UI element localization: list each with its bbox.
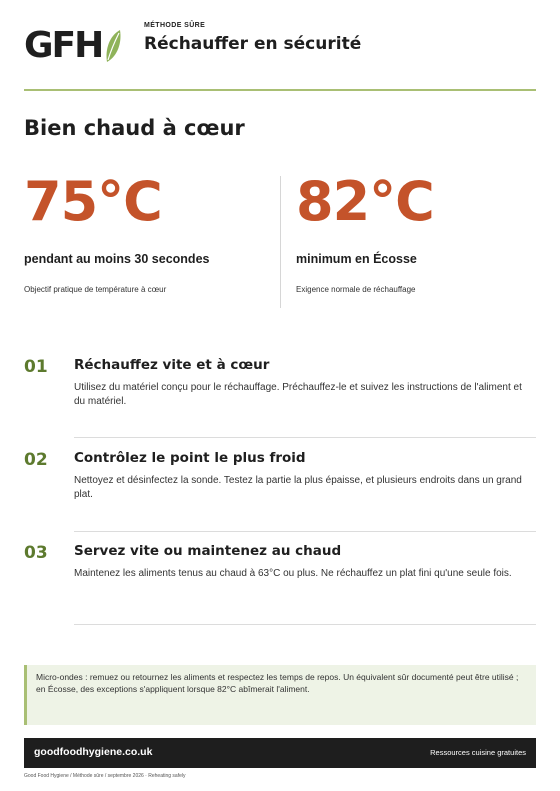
header-title: Réchauffer en sécurité [144, 34, 362, 54]
logo-text: GFH [24, 25, 103, 66]
stat-core-temperature [24, 170, 264, 294]
header-divider [24, 89, 536, 91]
header [24, 20, 536, 74]
stat-note: Exigence normale de réchauffage [296, 285, 416, 294]
step-divider [74, 624, 536, 625]
logo [24, 26, 123, 66]
stat-caption: minimum en Écosse [296, 252, 417, 266]
step-title: Servez vite ou maintenez au chaud [74, 543, 342, 559]
stat-value: 75°C [24, 170, 162, 233]
footer-resources-link[interactable]: Ressources cuisine gratuites [430, 748, 526, 757]
step-text: Utilisez du matériel conçu pour le réchauffage. Préchauffez-le et suivez les instructions de l'aliment et du matériel. [74, 382, 522, 407]
footer-bar [24, 738, 536, 768]
microwave-notice: Micro-ondes : remuez ou retournez les aliments et respectez les temps de repos. Un équivalent sûr documenté peut être utilisé ; en Écosse, des exceptions s'appliquent lorsque 82°C abîmerait l'aliment. [24, 665, 536, 725]
step-divider [74, 437, 536, 438]
eyebrow-label: MÉTHODE SÛRE [144, 22, 206, 29]
step-title: Contrôlez le point le plus froid [74, 450, 306, 466]
step-number: 01 [24, 357, 48, 377]
step-divider [74, 531, 536, 532]
footer-site-link[interactable]: goodfoodhygiene.co.uk [34, 746, 153, 758]
stat-caption: pendant au moins 30 secondes [24, 252, 210, 266]
leaf-icon [103, 28, 123, 64]
stat-scotland-temperature [296, 170, 536, 294]
step-number: 03 [24, 543, 48, 563]
stat-value: 82°C [296, 170, 434, 233]
page-title: Bien chaud à cœur [24, 116, 245, 140]
stat-note: Objectif pratique de température à cœur [24, 285, 167, 294]
step-text: Nettoyez et désinfectez la sonde. Testez la partie la plus épaisse, et plusieurs endroits dans un grand plat. [74, 475, 522, 500]
step-title: Réchauffez vite et à cœur [74, 357, 270, 373]
fineprint: Good Food Hygiene / Méthode sûre / septembre 2026 · Reheating safely [24, 773, 186, 779]
step-number: 02 [24, 450, 48, 470]
stat-divider [280, 176, 281, 308]
step-text: Maintenez les aliments tenus au chaud à 63°C ou plus. Ne réchauffez un plat fini qu'une seule fois. [74, 568, 512, 579]
